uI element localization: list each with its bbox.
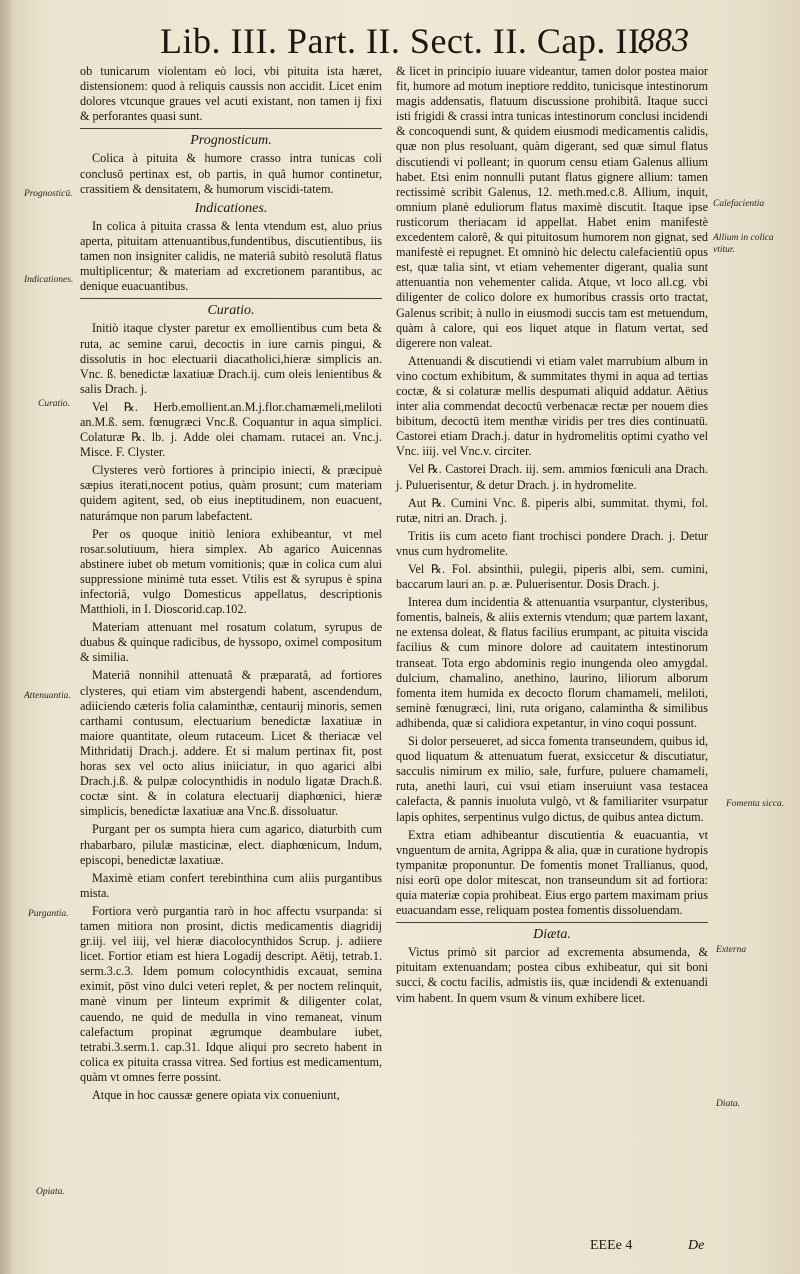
- divider: [396, 922, 708, 923]
- paragraph: Vel ℞. Fol. absinthii, pulegii, piperis albi, sem. cumini, baccarum lauri an. p. æ. Puluerisentur. Dosis Drach. j.: [396, 562, 708, 592]
- divider: [80, 128, 382, 129]
- paragraph: Per os quoque initiò leniora exhibeantur, vt mel rosar.solutiuum, hiera simplex. Ab agarico Auicennas abstinere iubet ob metum vomitionis; quæ in colica cum alui suppressione minimè tuta esset. Vtilis est & syrupus è spina infectoriâ, vulgo Domesticus appellatus, descriptionis Matthioli, in I. Dioscorid.cap.102.: [80, 526, 382, 617]
- margin-note-prognosticum: Prognosticū.: [24, 189, 73, 199]
- margin-note-allium: Allium in colica vtitur.: [713, 233, 774, 255]
- paragraph: Vel ℞. Castorei Drach. iij. sem. ammios fœniculi ana Drach. j. Puluerisentur, & detur Drach. j. in hydromelite.: [396, 462, 708, 492]
- heading-curatio: Curatio.: [207, 303, 255, 319]
- paragraph: Vel ℞. Herb.emollient.an.M.j.flor.chamæmeli,meliloti an.M.ß. sem. fœnugræci Vnc.ß. Coquantur in aqua simplici. Colaturæ ℞. lb. j. Adde olei chamam. rutacei an. Vnc.j. Misce. F. Clyster.: [80, 399, 382, 460]
- paragraph: Attenuandi & discutiendi vi etiam valet marrubium album in vino coctum exhibitum, & summitates thymi in aqua ad tertias coctæ, & si colaturæ mellis despumati aliquid addatur. Aëtius inter alia commendat decoctū verbenacæ rectæ per nouem dies bibitum, decoctū item menthæ viridis per tres dies continuatū. Castorei etiam Drach.j. datur in hydromelitis optimi cyatho vel Vnc. iiij. vel Vnc.v. circiter.: [396, 353, 708, 459]
- paragraph: & licet in principio iuuare videantur, tamen dolor postea maior fit, humore ad motum ineptiore reddito, tunicisque intestinorum magis addensatis, flatuum discussione prohibitâ. Itaque succi isti frigidi & crassi intra tunicas intestinorum conclusi incidendi & concoquendi sunt, & quidem eiusmodi medicamentis calidis, quæ non plus resoluant, quàm digerant, sed quæ simul flatus discutiendi vi polleant; in quorum censu etiam Galenus allium habet. Etsi enim nonnulli putant flatus gignere allium: tamen rectissimè scribit Galenus, 12. meth.med.c.8. Allium, inquit, omnium planè eduliorum flatus maximè discutit. Itaque ipse rusticorum theriacam id appellat. Habet enim manifestè excedentem calorê, & qui pituitosum humorem non gignat, sed manifestè ei repugnet. Et omninò hic delectu calefacientiū opus est, quæ talia sint, vt etiam vehementer digerant, qualia sunt attenuantia non vehementer calida. Atque, vt loco all.cg. vbi diligenter de colico dolore ex humoribus crassis orto tractat, Galenus scribit; à nullo in eiusmodi succis tam est metuendum, quàm à calore, qui eos liquet atque in flatum vertat, sed digerere non valeat.: [396, 64, 708, 350]
- heading-prognosticum: Prognosticum.: [190, 133, 272, 149]
- heading-indicationes: Indicationes.: [194, 200, 268, 216]
- margin-note-curatio: Curatio.: [38, 399, 70, 409]
- paragraph: ob tunicarum violentam eò loci, vbi pituita ista hæret, distensionem: quod à reliquis caussis non accidit. Licet enim dolores vtcunque graues vel acuti existant, non tamen ij fixi & perforantes quasi sunt.: [80, 64, 382, 124]
- paragraph: Atque in hoc caussæ genere opiata vix conueniunt,: [92, 1088, 340, 1102]
- running-header: [150, 18, 710, 64]
- margin-note-externa: Externa: [716, 945, 747, 955]
- paragraph: Initiò itaque clyster paretur ex emollientibus cum beta & ruta, ac semine carui, decoctis in iure carnis pingui, & dissolutis in hoc electuarii diacatholici,hieræ simplicis an. Vnc. ß. benedictæ laxatiuæ Drach.ij. cum oleis lenientibus & salis Drach. j.: [80, 321, 382, 396]
- margin-note-calefacientia: Calefacientia: [713, 199, 765, 209]
- margin-note-opiata: Opiata.: [36, 1187, 65, 1197]
- page-number: 883: [638, 22, 689, 59]
- margin-note-purgantia: Purgantia.: [28, 909, 69, 919]
- paragraph: Tritis iis cum aceto fiant trochisci pondere Drach. j. Detur vnus cum hydromelite.: [396, 528, 708, 558]
- paragraph: Si dolor perseueret, ad sicca fomenta transeundem, quibus id, quod liquatum & attenuatum fuerat, exsiccetur & discutiatur, sacculis nimirum ex milio, sale, furfure, puluere chamameli, ruta, anethi lauri, cui vsui etiam inseruiunt vasa testacea calefacta, & pannis inuoluta vulgò, vt & familiariter vsurpatur lapis ophites, serpentinus vulgo dictus, de quibus antea dictum.: [396, 734, 708, 824]
- left-column: [80, 64, 382, 1106]
- paragraph: Materiam attenuant mel rosatum colatum, syrupus de duabus & quinque radicibus, de hyssopo, oximel compositum & similia.: [80, 620, 382, 665]
- signature-mark: EEEe 4: [590, 1238, 633, 1253]
- paragraph: Maximè etiam confert terebinthina cum aliis purgantibus mista.: [80, 870, 382, 900]
- paragraph: Interea dum incidentia & attenuantia vsurpantur, clysteribus, fomentis, balneis, & aliis externis vtendum; quæ partem laxant, ne extensa doleat, & flatus facilius erumpant, ac pituita viscida facilius & cum minore dolore ad cauitatem intestinorum transeat. Tota ergo abdominis regio inungenda oleo amygdal. dulcium, chamalino, anethino, laurino, liliorum alborum fomenta item humida ex decocto florum chamameli, meliloti, seminè fœnugræci, lini, ruta origano, calamintha & similibus adhibenda, quæ si calidiora expetantur, in vino coqui possunt.: [396, 595, 708, 730]
- margin-note-indicationes: Indicationes.: [24, 275, 74, 285]
- heading-diata: Diæta.: [533, 927, 571, 943]
- paragraph: Materiâ nonnihil attenuatâ & præparatâ, ad fortiores clysteres, qui etiam vim abstergendi habent, ascendendum, adiiciendo cæteris folia calaminthæ, centaurij minoris, semen carthami contusum, electuarium benedictæ laxatiuæ in maiore quantitate, oleum rutaceum. Licet & theriacæ vel Mithridatij Drach.j. addere. Et si malum pertinax fit, post horas sex vel octo alius iniiciatur, in quo agarici albi Drach.j.ß. & pulpæ colocynthidis in nodulo ligatæ Drach.ß. coctæ sint. & in colatura electuarij diaphœnici, hieræ simplicis, benedictæ laxatiuæ ana Vnc.ß. dissoluatur.: [80, 668, 382, 819]
- paragraph: Colica à pituita & humore crasso intra tunicas coli conclusŏ pertinax est, ob partis, in quâ humor continetur, crassitiem & densitatem, & humorum viscidi-tatem.: [80, 151, 382, 196]
- paragraph: Purgant per os sumpta hiera cum agarico, diaturbith cum rhabarbaro, pilulæ masticinæ, elect. diaphœnicum, Indum, episcopi, benedictæ laxatiuæ.: [80, 822, 382, 867]
- divider: [80, 298, 382, 299]
- margin-note-attenuantia: Attenuantia.: [24, 691, 71, 701]
- catchword: De: [688, 1238, 705, 1253]
- header-title: Lib. III. Part. II. Sect. II. Cap. II.: [160, 21, 650, 61]
- paragraph: Fortiora verò purgantia rarò in hoc affectu vsurpanda: si tamen mitiora non prosint, dictis medicamentis diagridij gr.iij. vel iiij, vel hieræ diacolocynthidos Scrup. j. adiiere licet. Fortior etiam est hiera Logadij descript. Aëtij, tetrab.1. serm.3.c.3. Idem pomum colocynthidis excauat, semina eximit, pōst vino dulci veteri replet, & per noctem relinquit, manè vinum per linteum exprimit & diligenter colat, cauendo, ne quid de medulla in vino remaneat, vinum calefactum propinat ægrumque deambulare iubet, tetrabi.3.serm.1. cap.31. Idque aliqui pro secreto habent in colica ex pituita crassa vitrea. Sed fortius est medicamentum, quàm vt omnes ferre possint.: [80, 903, 382, 1084]
- paragraph: Victus primò sit parcior ad excrementa absumenda, & pituitam extenuandam; postea cibus exhibeatur, qui sit boni succi, & coctu facilis, admistis iis, quæ incidendi & extenuandi vim habent. In quem vsum & vinum exhibere licet.: [396, 945, 708, 1005]
- gutter-shadow: [0, 0, 14, 1274]
- paragraph: Clysteres verò fortiores à principio iniecti, & præcipuè sæpius iterati,nocent potius, quàm prosunt; cum materiam quidem agitent, sed, ob eius ineptitudinem, non euacuent, naturámque non parum labefactent.: [80, 463, 382, 523]
- margin-note-fomenta: Fomenta sicca.: [726, 799, 785, 809]
- paragraph: In colica à pituita crassa & lenta vtendum est, aluo prius aperta, pituitam attenuantibus,fundentibus, discutientibus, iis tamen non insigniter calidis, ne materiâ subitò resolutâ flatus multiplicentur; & materiam ad excretionem parantibus, ac denique euacuantibus.: [80, 218, 382, 294]
- margin-note-diata: Diata.: [716, 1099, 741, 1109]
- paragraph: Aut ℞. Cumini Vnc. ß. piperis albi, summitat. thymi, fol. rutæ, nitri an. Drach. j.: [396, 495, 708, 525]
- paragraph: Extra etiam adhibeantur discutientia & euacuantia, vt vnguentum de arnita, Agrippa & alia, quæ in curatione hydropis tympanitæ proponuntur. De fomentis monet Trallianus, quod, nisi eorū ope dolor mitescat, non transeundum sit ad fortiora: quia materiæ copia prohibeat. Eius ergo partem maximam prius euacuandam esse, reliquam postea fomentis dissoluendam.: [396, 827, 708, 918]
- right-column: [396, 64, 708, 1009]
